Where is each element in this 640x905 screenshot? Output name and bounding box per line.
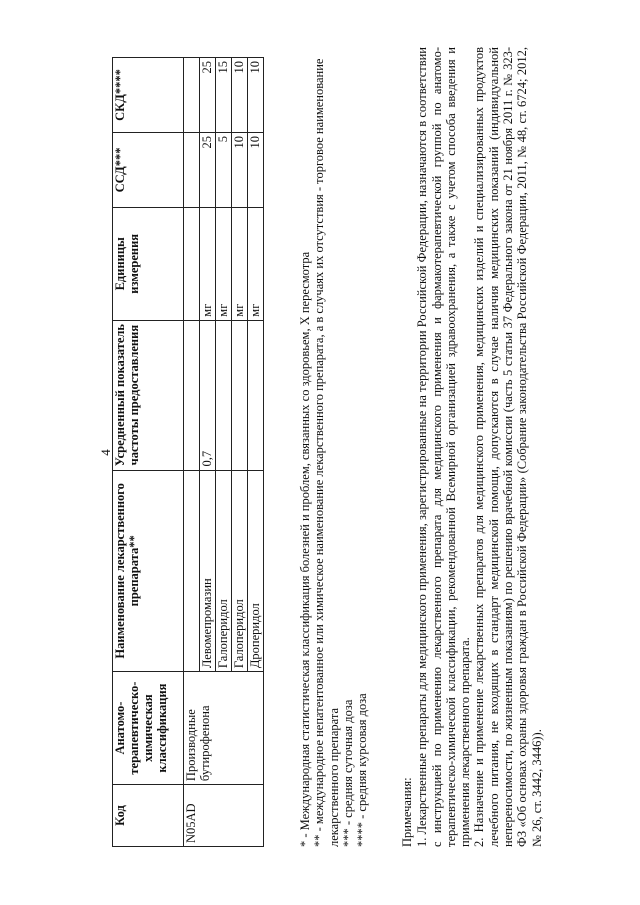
footnote-ssd: *** - средняя суточная доза (340, 699, 355, 847)
header-frequency: Усредненный показатель частоты предоставления (113, 320, 184, 470)
cell-drug-name (184, 470, 200, 672)
cell-ssd: 5 (216, 132, 232, 207)
cell-frequency (216, 320, 232, 470)
cell-drug-name: Левомепромазин (200, 470, 216, 672)
header-atc: Анатомо-терапевтическо-химическая классификация (113, 672, 184, 785)
cell-frequency (184, 320, 200, 470)
footnote-inn: ** - международное непатентованное или химическое наименование лекарственного препарата, а в случаях их отсутствия - торговое наименование лекарственного препарата (312, 58, 341, 847)
footnotes (298, 47, 369, 847)
drug-table (112, 57, 264, 847)
cell-drug-name: Галоперидол (216, 470, 232, 672)
page-number: 4 (98, 449, 113, 456)
footnote-icd: * - Международная статистическая классификация болезней и проблем, связанных со здоровьем, X пересмотра (298, 251, 312, 847)
cell-ssd: 10 (232, 132, 248, 207)
remarks-title: Примечания: (400, 777, 414, 847)
cell-drug-name: Дроперидол (248, 470, 264, 672)
cell-skd: 25 (200, 58, 216, 133)
cell-units: мг (200, 207, 216, 320)
remark-item-2: 2. Назначение и применение лекарственных препаратов для медицинского применения, медицинских изделий и специализированных продуктов лечебного питания, не входящих в стандарт медицинской помощи, допускаются в случае наличия медицинских показаний (индивидуальной непереносимости, по жизненным показаниям) по решению врачебной комиссии (часть 5 статьи 37 Федерального закона от 21 ноября 2011 г. № 323-ФЗ «Об основах охраны здоровья граждан в Российской Федерации» (Собрание законодательства Российской Федерации, 2011, № 48, ст. 6724; 2012, № 26, ст. 3442, 3446)). (472, 47, 544, 847)
cell-drug-name: Галоперидол (232, 470, 248, 672)
cell-skd: 10 (232, 58, 248, 133)
cell-skd (184, 58, 200, 133)
header-drug-name: Наименование лекарственного препарата** (113, 470, 184, 672)
table-row (184, 58, 200, 847)
cell-ssd: 10 (248, 132, 264, 207)
cell-skd: 10 (248, 58, 264, 133)
header-ssd: ССД*** (113, 132, 184, 207)
cell-units: мг (232, 207, 248, 320)
header-skd: СКД**** (113, 58, 184, 133)
cell-units: мг (216, 207, 232, 320)
cell-units (184, 207, 200, 320)
remark-item-1: 1. Лекарственные препараты для медицинского применения, зарегистрированные на территории Российской Федерации, назначаются в соответствии с инструкцией по применению лекарственного препарата для медицинского применения и фармакотерапевтической группой по анатомо-терапевтическо-химической классификации, рекомендованной Всемирной организацией здравоохранения, а также с учетом способа введения и применения лекарственного препарата. (415, 47, 473, 847)
cell-code: N05AD (184, 785, 264, 847)
cell-skd: 15 (216, 58, 232, 133)
remarks (400, 47, 544, 847)
cell-frequency (232, 320, 248, 470)
cell-ssd: 25 (200, 132, 216, 207)
cell-atc: Производные бутирофенона (184, 672, 264, 785)
header-units: Единицы измерения (113, 207, 184, 320)
table-header-row (113, 58, 184, 847)
cell-ssd (184, 132, 200, 207)
header-code: Код (113, 785, 184, 847)
cell-frequency: 0,7 (200, 320, 216, 470)
cell-units: мг (248, 207, 264, 320)
cell-frequency (248, 320, 264, 470)
footnote-skd: **** - средняя курсовая доза (355, 693, 370, 847)
